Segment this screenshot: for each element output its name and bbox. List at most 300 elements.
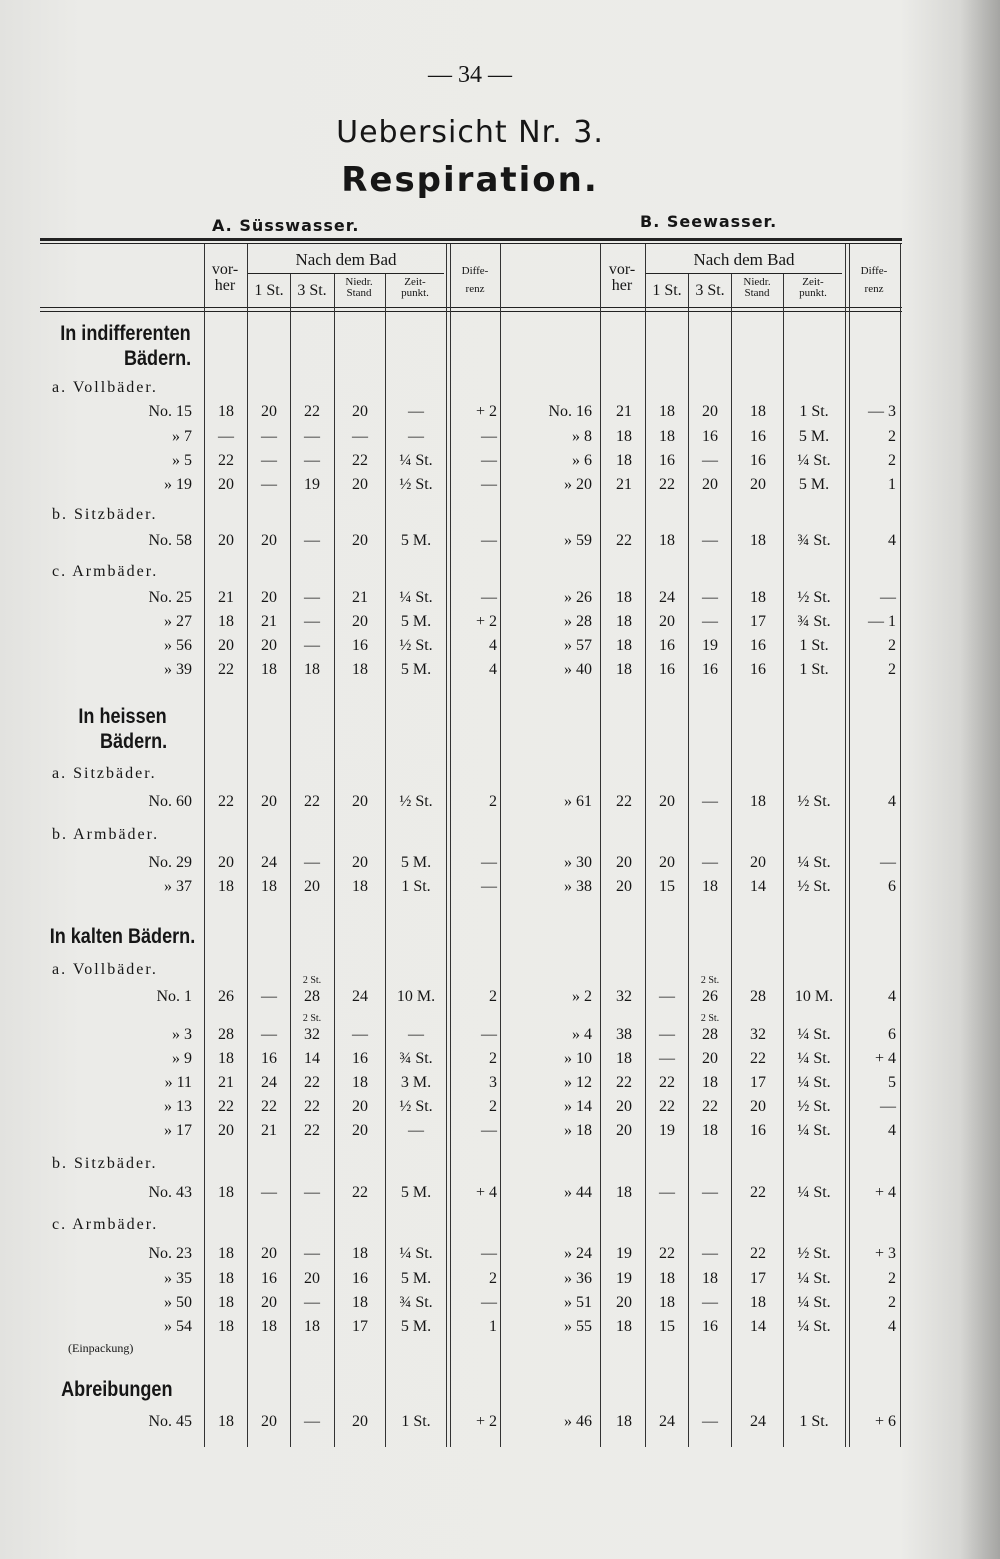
table-cell-b: 15 <box>659 1318 675 1335</box>
table-cell-a: — <box>304 1294 320 1311</box>
table-cell-b: 18 <box>616 613 632 630</box>
row-label-a: No. 45 <box>148 1413 192 1430</box>
page-number: — 34 — <box>428 62 512 88</box>
table-cell-b: 22 <box>659 1074 675 1091</box>
header-niedr-b <box>732 277 782 299</box>
column-rule <box>845 244 846 1447</box>
table-cell-b: ¼ St. <box>797 1026 831 1043</box>
table-cell-a: ¼ St. <box>399 1245 433 1262</box>
table-cell-a: 5 M. <box>400 613 432 630</box>
table-cell-b: 20 <box>702 1050 718 1067</box>
header-differenz-a <box>450 262 500 298</box>
table-cell-b: 18 <box>702 1122 718 1139</box>
table-cell-a: 24 <box>261 854 277 871</box>
table-cell-a: 20 <box>218 476 234 493</box>
group-title: Abreibungen <box>60 1378 172 1401</box>
table-cell-b: ¼ St. <box>797 1294 831 1311</box>
table-cell-b: 15 <box>659 878 675 895</box>
row-label-a: » 37 <box>164 878 192 895</box>
table-cell-b: 1 St. <box>799 403 829 420</box>
table-cell-a: 21 <box>261 1122 277 1139</box>
table-cell-b: 16 <box>659 452 675 469</box>
table-cell-a: 21 <box>352 589 368 606</box>
table-cell-a: 22 <box>352 452 368 469</box>
table-cell-a: 21 <box>218 589 234 606</box>
table-cell-a: 18 <box>352 1294 368 1311</box>
table-cell-a: ¼ St. <box>399 452 433 469</box>
table-cell-a: 22 <box>304 403 320 420</box>
header-nach-dem-bad-b: Nach dem Bad <box>693 250 795 269</box>
table-cell-b: 19 <box>616 1245 632 1262</box>
row-label-b: » 18 <box>564 1122 592 1139</box>
table-cell-a: 20 <box>261 793 277 810</box>
table-cell-a: — <box>481 878 497 895</box>
header-zeit-line1: Zeit- <box>404 276 426 288</box>
table-cell-a: 18 <box>218 403 234 420</box>
header-nach-dem-bad-a: Nach dem Bad <box>295 250 397 269</box>
table-cell-a: 5 M. <box>400 661 432 678</box>
table-cell-a: 28 <box>218 1026 234 1043</box>
table-cell-a: ½ St. <box>399 637 433 654</box>
table-cell-b: ¼ St. <box>797 1122 831 1139</box>
table-cell-b: 20 <box>702 403 718 420</box>
table-cell-a: — <box>352 1026 368 1043</box>
table-cell-b: 4 <box>888 1122 896 1139</box>
table-cell-a: — <box>304 637 320 654</box>
row-label-b: » 44 <box>564 1184 592 1201</box>
table-cell-b: 22 <box>659 1245 675 1262</box>
table-cell-b: 16 <box>750 452 766 469</box>
table-cell-a: 22 <box>218 1098 234 1115</box>
table-cell-a: — <box>481 1122 497 1139</box>
row-label-b: » 55 <box>564 1318 592 1335</box>
subgroup-label: a. Sitzbäder. <box>52 765 157 782</box>
table-cell-b: + 4 <box>874 1184 896 1201</box>
subgroup-label: b. Sitzbäder. <box>52 506 158 523</box>
subgroup-label: b. Sitzbäder. <box>52 1155 158 1172</box>
table-cell-b: — <box>702 1413 718 1430</box>
table-cell-b: 5 M. <box>798 428 830 445</box>
row-label-a: No. 60 <box>148 793 192 810</box>
table-cell-a: 22 <box>218 793 234 810</box>
table-cell-a: — <box>304 532 320 549</box>
header-3st-a: 3 St. <box>297 282 327 299</box>
table-cell-a: 20 <box>352 793 368 810</box>
table-cell-b: — <box>880 589 896 606</box>
table-cell-b: — <box>659 1050 675 1067</box>
table-cell-b: ¼ St. <box>797 1184 831 1201</box>
table-cell-a: 16 <box>352 637 368 654</box>
table-cell-a: ½ St. <box>399 793 433 810</box>
table-cell-a: 2 <box>489 793 497 810</box>
table-cell-b: 2 <box>888 1270 896 1287</box>
table-cell-b: 18 <box>750 1294 766 1311</box>
row-label-a: » 13 <box>164 1098 192 1115</box>
table-cell-b: — <box>702 854 718 871</box>
table-cell-b: 1 St. <box>799 661 829 678</box>
row-label-a: » 19 <box>164 476 192 493</box>
table-cell-a: 18 <box>352 661 368 678</box>
table-cell-a: 5 M. <box>400 1184 432 1201</box>
table-cell-a: — <box>304 613 320 630</box>
table-cell-a: — <box>481 1245 497 1262</box>
table-cell-b: 22 <box>659 476 675 493</box>
column-rule <box>731 274 732 1447</box>
table-cell-a: 20 <box>352 854 368 871</box>
table-cell-b: ¼ St. <box>797 452 831 469</box>
table-cell-b: 18 <box>750 589 766 606</box>
nach-rule-b <box>646 273 842 274</box>
table-cell-b: 20 <box>750 1098 766 1115</box>
table-cell-b: 18 <box>616 452 632 469</box>
table-cell-a: 20 <box>261 1294 277 1311</box>
table-cell-b: 22 <box>659 1098 675 1115</box>
table-cell-b: 22 <box>616 1074 632 1091</box>
table-cell-b: 20 <box>616 854 632 871</box>
row-label-b: » 4 <box>572 1026 592 1043</box>
table-cell-a: 20 <box>218 1122 234 1139</box>
table-cell-a: 1 St. <box>401 878 431 895</box>
table-cell-a: 22 <box>261 1098 277 1115</box>
table-cell-a: 32 <box>304 1026 320 1043</box>
row-label-b: » 24 <box>564 1245 592 1262</box>
row-label-a: » 56 <box>164 637 192 654</box>
table-cell-b: ¾ St. <box>797 613 831 630</box>
table-cell-a: — <box>304 452 320 469</box>
table-cell-a: + 2 <box>475 613 497 630</box>
table-cell-b: 16 <box>750 661 766 678</box>
row-label-b: » 61 <box>564 793 592 810</box>
header-3st-b: 3 St. <box>695 282 725 299</box>
table-cell-b: 28 <box>702 1026 718 1043</box>
table-cell-a: — <box>218 428 234 445</box>
table-cell-a: 16 <box>352 1050 368 1067</box>
table-cell-b: 20 <box>750 854 766 871</box>
table-cell-b: 20 <box>659 793 675 810</box>
table-cell-b: 4 <box>888 793 896 810</box>
header-bottom-rule-2 <box>40 311 902 312</box>
row-label-a: No. 43 <box>148 1184 192 1201</box>
table-cell-b: ½ St. <box>797 1098 831 1115</box>
cell-annotation-a: 2 St. <box>302 1013 322 1024</box>
table-cell-b: — <box>702 613 718 630</box>
table-cell-b: ½ St. <box>797 1245 831 1262</box>
column-rule <box>688 274 689 1447</box>
table-cell-a: 3 M. <box>400 1074 432 1091</box>
table-cell-a: 20 <box>261 589 277 606</box>
row-label-a: No. 15 <box>148 403 192 420</box>
header-zeit-a <box>386 277 444 299</box>
subgroup-label: a. Vollbäder. <box>52 379 158 396</box>
subgroup-label: b. Armbäder. <box>52 826 160 843</box>
table-cell-a: 28 <box>304 988 320 1005</box>
table-cell-b: 21 <box>616 476 632 493</box>
table-cell-b: ¾ St. <box>797 532 831 549</box>
table-cell-a: 20 <box>261 637 277 654</box>
header-differenz-b <box>848 262 900 298</box>
table-cell-b: 14 <box>750 878 766 895</box>
table-cell-b: 18 <box>750 403 766 420</box>
table-cell-a: 20 <box>304 1270 320 1287</box>
header-niedr-a <box>334 277 384 299</box>
header-zeit-b <box>784 277 842 299</box>
table-cell-b: 2 <box>888 452 896 469</box>
table-cell-a: — <box>261 1026 277 1043</box>
table-cell-b: 19 <box>659 1122 675 1139</box>
table-cell-a: — <box>408 1122 424 1139</box>
table-cell-a: 22 <box>304 793 320 810</box>
table-cell-a: — <box>261 1184 277 1201</box>
table-cell-a: — <box>304 1184 320 1201</box>
table-cell-b: 18 <box>702 1074 718 1091</box>
table-cell-b: 4 <box>888 988 896 1005</box>
row-label-b: » 40 <box>564 661 592 678</box>
table-cell-b: 1 <box>888 476 896 493</box>
row-label-a: » 54 <box>164 1318 192 1335</box>
table-cell-a: 26 <box>218 988 234 1005</box>
section-b-heading: B. Seewasser. <box>640 212 778 231</box>
page-subtitle: Respiration. <box>341 160 599 200</box>
row-label-a: » 50 <box>164 1294 192 1311</box>
table-cell-b: 18 <box>659 428 675 445</box>
table-cell-a: 20 <box>218 637 234 654</box>
table-cell-a: 20 <box>261 1413 277 1430</box>
table-cell-a: 18 <box>352 1245 368 1262</box>
table-cell-a: + 2 <box>475 403 497 420</box>
table-cell-a: — <box>408 403 424 420</box>
table-cell-b: — <box>659 1184 675 1201</box>
group-title: Bädern. <box>99 730 167 753</box>
row-label-b: » 28 <box>564 613 592 630</box>
subgroup-label: c. Armbäder. <box>52 563 159 580</box>
table-cell-b: — <box>659 1026 675 1043</box>
table-cell-a: — <box>304 1413 320 1430</box>
row-label-b: » 30 <box>564 854 592 871</box>
table-cell-b: 18 <box>616 1413 632 1430</box>
table-cell-b: 32 <box>750 1026 766 1043</box>
row-label-a: No. 23 <box>148 1245 192 1262</box>
row-label-a: » 35 <box>164 1270 192 1287</box>
table-cell-a: 20 <box>352 476 368 493</box>
table-cell-b: 17 <box>750 1074 766 1091</box>
table-cell-a: 18 <box>261 878 277 895</box>
table-cell-b: 20 <box>616 1294 632 1311</box>
table-cell-a: 18 <box>352 1074 368 1091</box>
table-cell-a: 18 <box>218 1184 234 1201</box>
table-cell-b: 2 <box>888 661 896 678</box>
header-differenz-line2: renz <box>864 283 884 295</box>
table-cell-a: 20 <box>218 532 234 549</box>
table-cell-b: ½ St. <box>797 793 831 810</box>
table-cell-b: 1 St. <box>799 637 829 654</box>
table-cell-a: — <box>408 1026 424 1043</box>
table-cell-b: 22 <box>750 1050 766 1067</box>
subgroup-label: a. Vollbäder. <box>52 961 158 978</box>
table-cell-b: 19 <box>702 637 718 654</box>
table-cell-b: 18 <box>616 1184 632 1201</box>
table-cell-a: 20 <box>352 1122 368 1139</box>
section-a-heading: A. Süsswasser. <box>212 216 360 235</box>
table-cell-b: 18 <box>616 1318 632 1335</box>
table-cell-b: 18 <box>750 532 766 549</box>
table-cell-a: — <box>481 1026 497 1043</box>
column-rule <box>247 244 248 1447</box>
row-label-a: » 27 <box>164 613 192 630</box>
table-cell-b: 18 <box>702 1270 718 1287</box>
table-cell-b: — <box>702 1294 718 1311</box>
page-title: Uebersicht Nr. 3. <box>336 115 604 150</box>
table-cell-a: 16 <box>261 1270 277 1287</box>
row-label-b: » 8 <box>572 428 592 445</box>
table-cell-b: — <box>659 988 675 1005</box>
column-rule <box>500 244 501 1447</box>
table-cell-b: 24 <box>750 1413 766 1430</box>
table-cell-a: 18 <box>218 1318 234 1335</box>
header-vorher-line2: her <box>214 277 236 294</box>
table-cell-a: 18 <box>261 661 277 678</box>
page-edge-shadow <box>960 0 1000 1559</box>
table-cell-b: 22 <box>702 1098 718 1115</box>
column-rule <box>450 244 451 1447</box>
table-cell-b: 18 <box>659 532 675 549</box>
column-rule <box>446 244 447 1447</box>
row-label-a: » 5 <box>172 452 192 469</box>
row-label-b: » 2 <box>572 988 592 1005</box>
row-label-b: » 38 <box>564 878 592 895</box>
row-label-a: No. 29 <box>148 854 192 871</box>
table-cell-a: 22 <box>218 452 234 469</box>
table-cell-a: — <box>481 532 497 549</box>
table-cell-b: 16 <box>659 661 675 678</box>
table-cell-b: + 3 <box>874 1245 896 1262</box>
table-cell-b: — <box>702 452 718 469</box>
table-cell-a: 18 <box>218 1270 234 1287</box>
table-cell-b: 18 <box>616 1050 632 1067</box>
table-cell-a: 5 M. <box>400 854 432 871</box>
header-differenz-line2: renz <box>465 283 485 295</box>
table-cell-b: ¼ St. <box>797 1318 831 1335</box>
subgroup-label: c. Armbäder. <box>52 1216 159 1233</box>
table-cell-b: — <box>880 854 896 871</box>
row-label-b: » 12 <box>564 1074 592 1091</box>
header-vorher-b <box>600 262 644 294</box>
table-cell-b: ¼ St. <box>797 1270 831 1287</box>
table-cell-a: ½ St. <box>399 476 433 493</box>
table-cell-b: + 6 <box>874 1413 896 1430</box>
table-cell-b: 6 <box>888 878 896 895</box>
column-rule <box>600 244 601 1447</box>
table-cell-a: 16 <box>261 1050 277 1067</box>
table-cell-b: 18 <box>659 1294 675 1311</box>
row-label-b: » 14 <box>564 1098 592 1115</box>
table-cell-a: 5 M. <box>400 532 432 549</box>
table-cell-b: 16 <box>750 1122 766 1139</box>
table-cell-a: — <box>261 988 277 1005</box>
table-cell-b: — <box>880 1098 896 1115</box>
table-cell-a: 20 <box>261 1245 277 1262</box>
row-label-b: » 46 <box>564 1413 592 1430</box>
header-zeit-line2: punkt. <box>401 287 429 299</box>
table-cell-a: 20 <box>218 854 234 871</box>
column-rule <box>900 244 901 1447</box>
table-cell-b: 10 M. <box>794 988 834 1005</box>
header-niedr-line2: Stand <box>346 287 372 299</box>
table-cell-a: + 4 <box>475 1184 497 1201</box>
header-differenz-line1: Diffe- <box>860 265 888 277</box>
table-cell-b: — <box>702 1184 718 1201</box>
table-cell-a: — <box>261 452 277 469</box>
table-cell-b: 32 <box>616 988 632 1005</box>
row-label-a: » 11 <box>164 1074 192 1091</box>
header-1st-b: 1 St. <box>652 282 682 299</box>
table-cell-a: 20 <box>304 878 320 895</box>
table-cell-a: 22 <box>304 1074 320 1091</box>
table-cell-b: 20 <box>702 476 718 493</box>
table-top-rule <box>40 238 902 241</box>
table-cell-b: 4 <box>888 532 896 549</box>
row-label-b: » 59 <box>564 532 592 549</box>
header-niedr-line1: Niedr. <box>345 276 373 288</box>
table-cell-b: 20 <box>659 854 675 871</box>
table-cell-b: — <box>702 532 718 549</box>
table-cell-a: 18 <box>261 1318 277 1335</box>
table-cell-a: 18 <box>218 613 234 630</box>
table-cell-a: 24 <box>352 988 368 1005</box>
table-cell-b: ½ St. <box>797 589 831 606</box>
cell-annotation-a: 2 St. <box>302 975 322 986</box>
table-cell-b: ¼ St. <box>797 1074 831 1091</box>
table-cell-b: 18 <box>616 661 632 678</box>
table-cell-a: 4 <box>489 661 497 678</box>
table-cell-a: 16 <box>352 1270 368 1287</box>
table-cell-a: — <box>304 854 320 871</box>
table-cell-b: 14 <box>750 1318 766 1335</box>
table-cell-a: ¾ St. <box>399 1050 433 1067</box>
table-cell-a: 20 <box>352 613 368 630</box>
column-rule <box>290 274 291 1447</box>
table-cell-b: ¼ St. <box>797 1050 831 1067</box>
table-cell-a: 1 St. <box>401 1413 431 1430</box>
row-label-a: » 3 <box>172 1026 192 1043</box>
group-title: In heissen <box>78 705 167 728</box>
table-cell-b: 18 <box>616 637 632 654</box>
table-cell-a: 5 M. <box>400 1318 432 1335</box>
column-rule <box>334 274 335 1447</box>
table-cell-a: 21 <box>261 613 277 630</box>
table-cell-a: 20 <box>261 403 277 420</box>
group-note: (Einpackung) <box>68 1341 134 1355</box>
table-cell-b: 20 <box>616 1122 632 1139</box>
cell-annotation-b: 2 St. <box>700 975 720 986</box>
table-cell-b: 16 <box>702 428 718 445</box>
table-cell-b: ¼ St. <box>797 854 831 871</box>
table-cell-a: + 2 <box>475 1413 497 1430</box>
table-cell-a: — <box>304 589 320 606</box>
table-cell-b: 18 <box>616 589 632 606</box>
table-cell-a: — <box>481 476 497 493</box>
table-cell-b: 18 <box>659 403 675 420</box>
row-label-b: » 57 <box>564 637 592 654</box>
table-cell-a: — <box>304 1245 320 1262</box>
table-cell-a: 18 <box>304 1318 320 1335</box>
table-cell-a: 2 <box>489 1270 497 1287</box>
table-cell-a: 22 <box>218 661 234 678</box>
table-cell-a: ¾ St. <box>399 1294 433 1311</box>
table-cell-b: 28 <box>750 988 766 1005</box>
header-zeit-line1: Zeit- <box>802 276 824 288</box>
table-cell-b: 16 <box>702 661 718 678</box>
table-cell-a: — <box>481 589 497 606</box>
